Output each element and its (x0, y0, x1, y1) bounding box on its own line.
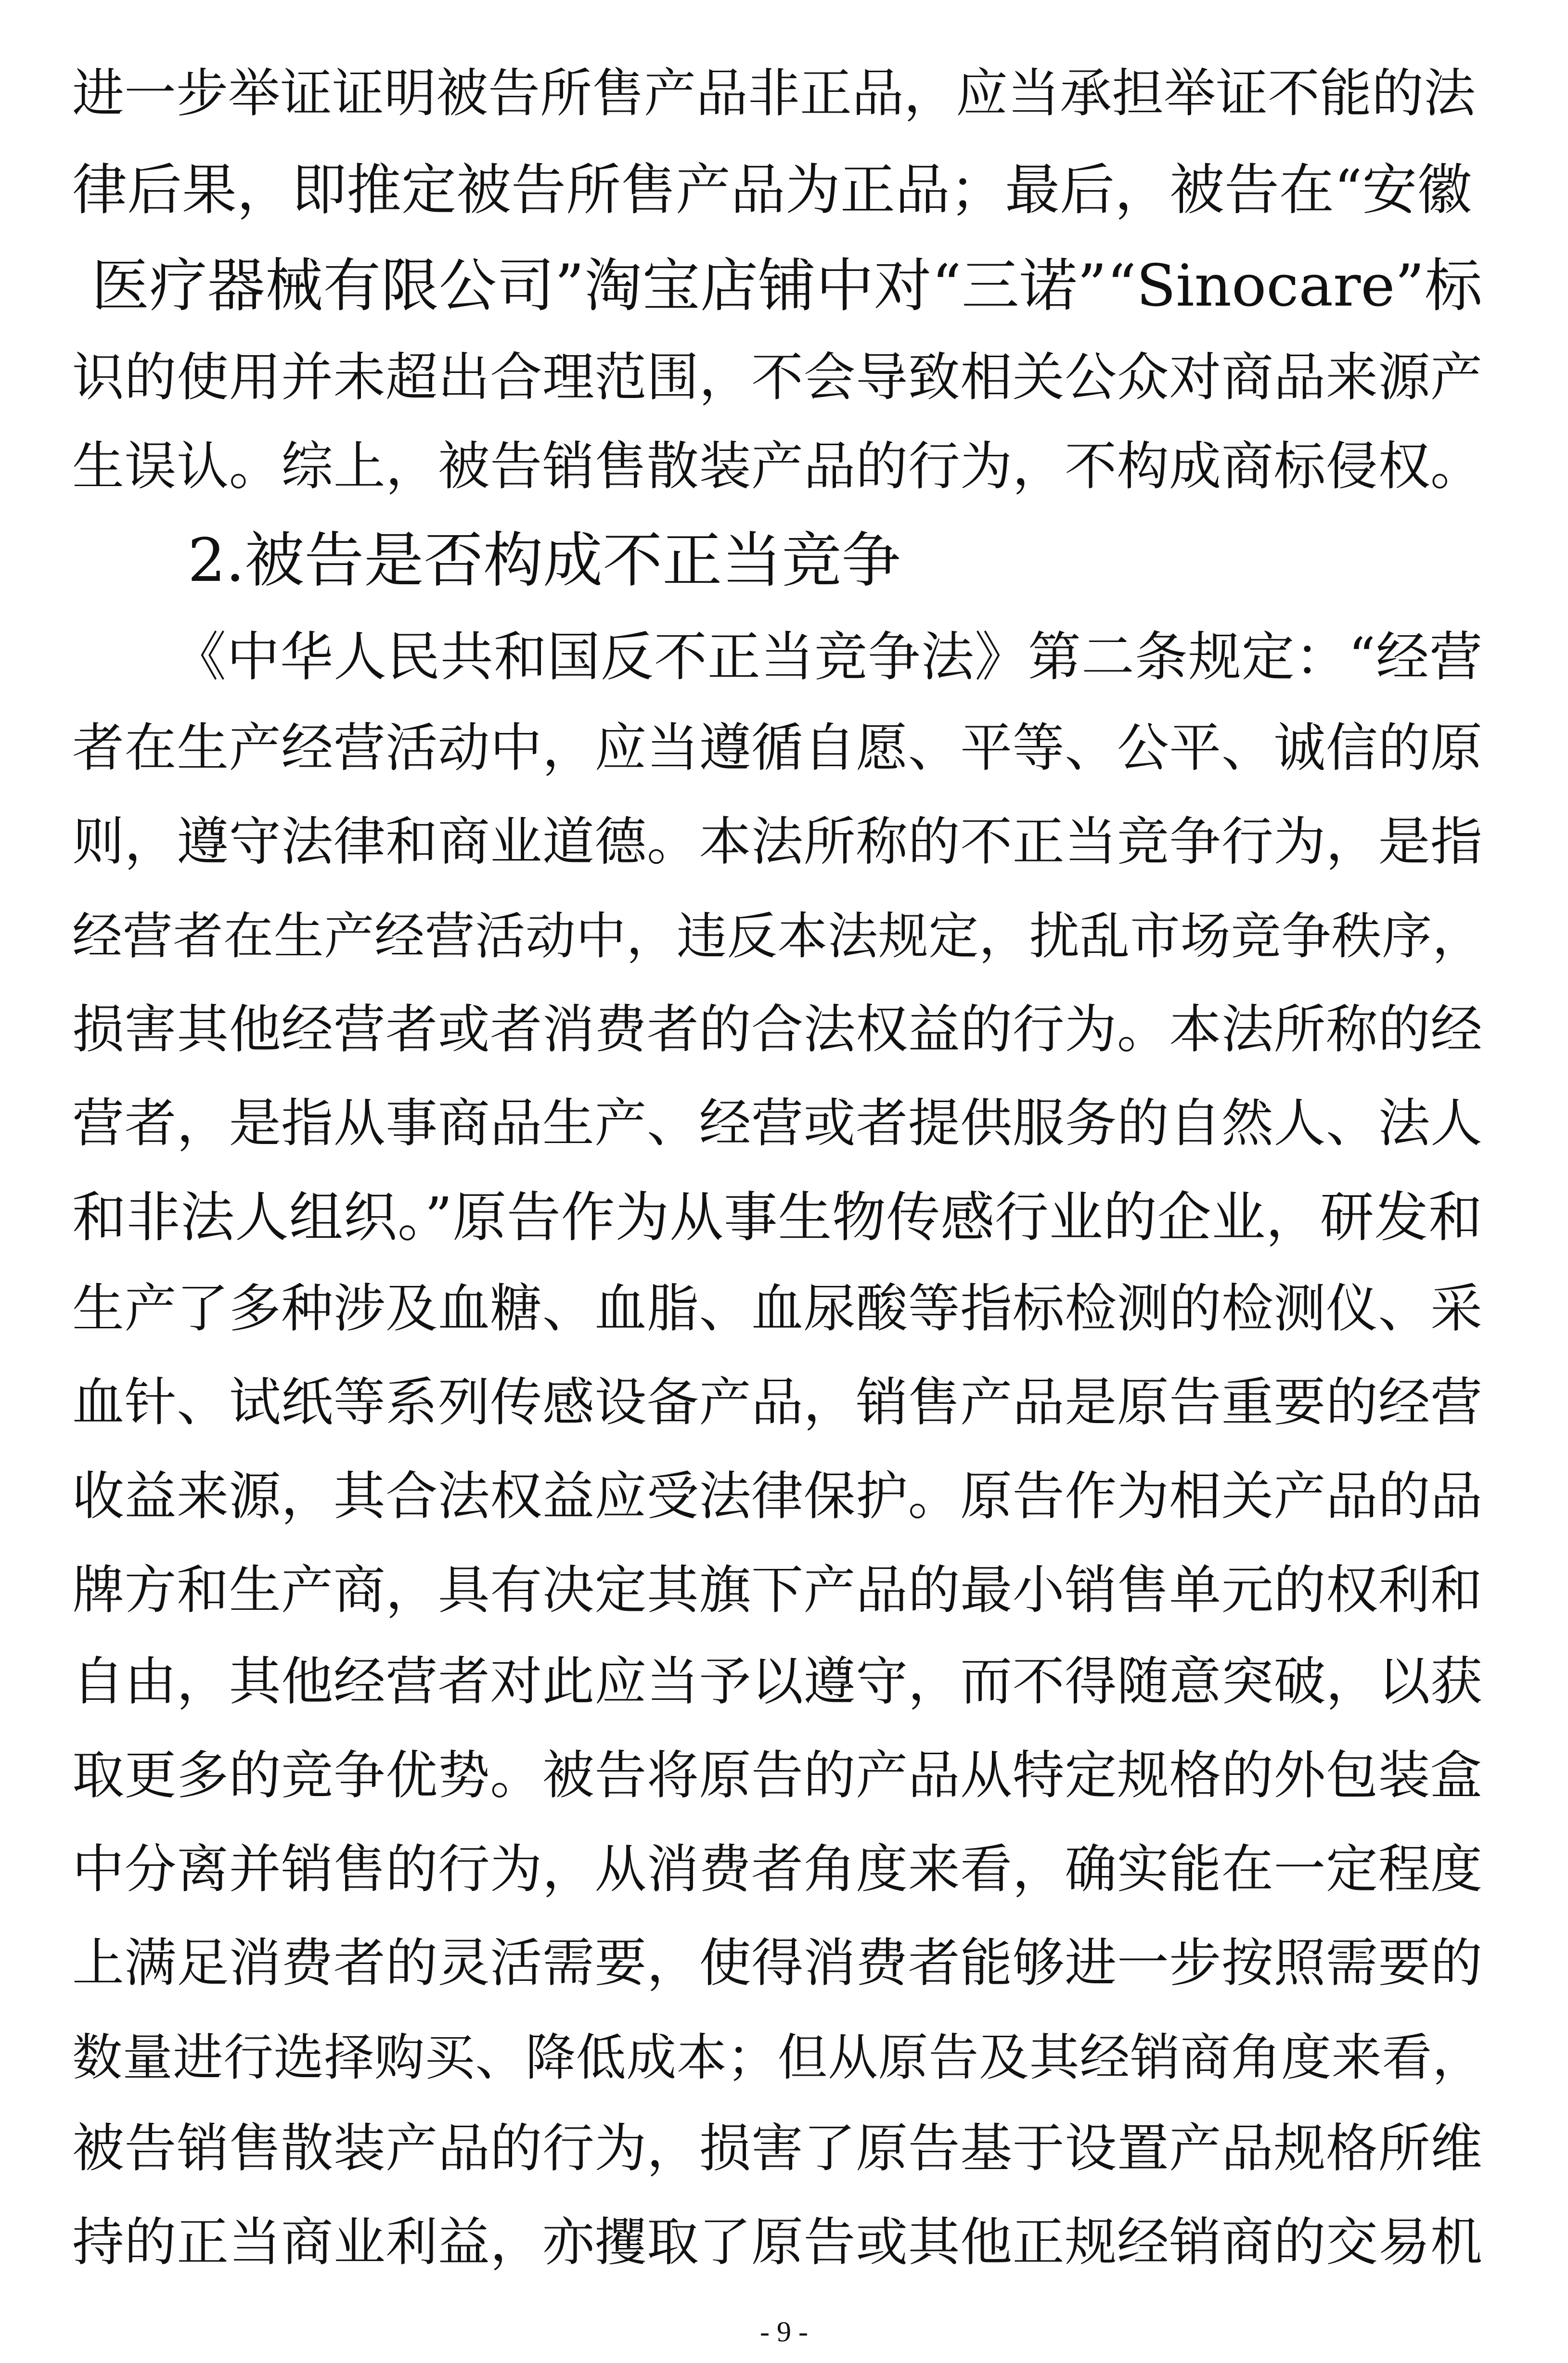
text-line-2: 律后果，即推定被告所售产品为正品；最后，被告在“安徽 (72, 158, 1472, 222)
text-line-5: 生误认。综上，被告销售散装产品的行为，不构成商标侵权。 (72, 437, 1482, 497)
text-line-3: 医疗器械有限公司”淘宝店铺中对“三诺”“Sinocare”标 (91, 253, 1482, 320)
text-line-12: 营者，是指从事商品生产、经营或者提供服务的自然人、法人 (72, 1093, 1482, 1154)
text-line-4: 识的使用并未超出合理范围，不会导致相关公众对商品来源产 (72, 347, 1482, 408)
text-line-7: 《中华人民共和国反不正当竞争法》第二条规定：“经营 (173, 626, 1482, 688)
text-line-1: 进一步举证证明被告所售产品非正品，应当承担举证不能的法 (72, 64, 1476, 124)
text-line-15: 血针、试纸等系列传感设备产品，销售产品是原告重要的经营 (72, 1373, 1482, 1433)
text-line-13: 和非法人组织。”原告作为从事生物传感行业的企业，研发和 (72, 1186, 1482, 1249)
page-number: - 9 - (760, 2316, 808, 2348)
text-line-17: 牌方和生产商，具有决定其旗下产品的最小销售单元的权利和 (72, 1560, 1482, 1620)
text-line-21: 上满足消费者的灵活需要，使得消费者能够进一步按照需要的 (72, 1933, 1482, 1993)
text-line-18: 自由，其他经营者对此应当予以遵守，而不得随意突破，以获 (72, 1652, 1482, 1712)
text-line-19: 取更多的竞争优势。被告将原告的产品从特定规格的外包装盒 (72, 1746, 1482, 1806)
text-line-23: 被告销售散装产品的行为，损害了原告基于设置产品规格所维 (72, 2119, 1482, 2179)
section-heading: 2.被告是否构成不正当竞争 (188, 526, 901, 595)
text-line-9: 则，遵守法律和商业道德。本法所称的不正当竞争行为，是指 (72, 812, 1482, 872)
text-line-11: 损害其他经营者或者消费者的合法权益的行为。本法所称的经 (72, 1000, 1482, 1060)
text-line-22: 数量进行选择购买、降低成本；但从原告及其经销商角度来看， (72, 2028, 1482, 2087)
text-line-8: 者在生产经营活动中，应当遵循自愿、平等、公平、诚信的原 (72, 718, 1482, 778)
text-line-10: 经营者在生产经营活动中，违反本法规定，扰乱市场竞争秩序， (72, 907, 1482, 965)
text-line-20: 中分离并销售的行为，从消费者角度来看，确实能在一定程度 (72, 1839, 1482, 1900)
text-line-16: 收益来源，其合法权益应受法律保护。原告作为相关产品的品 (72, 1466, 1482, 1527)
text-line-14: 生产了多种涉及血糖、血脂、血尿酸等指标检测的检测仪、采 (72, 1279, 1482, 1339)
text-line-24: 持的正当商业利益，亦攫取了原告或其他正规经销商的交易机 (72, 2212, 1482, 2273)
